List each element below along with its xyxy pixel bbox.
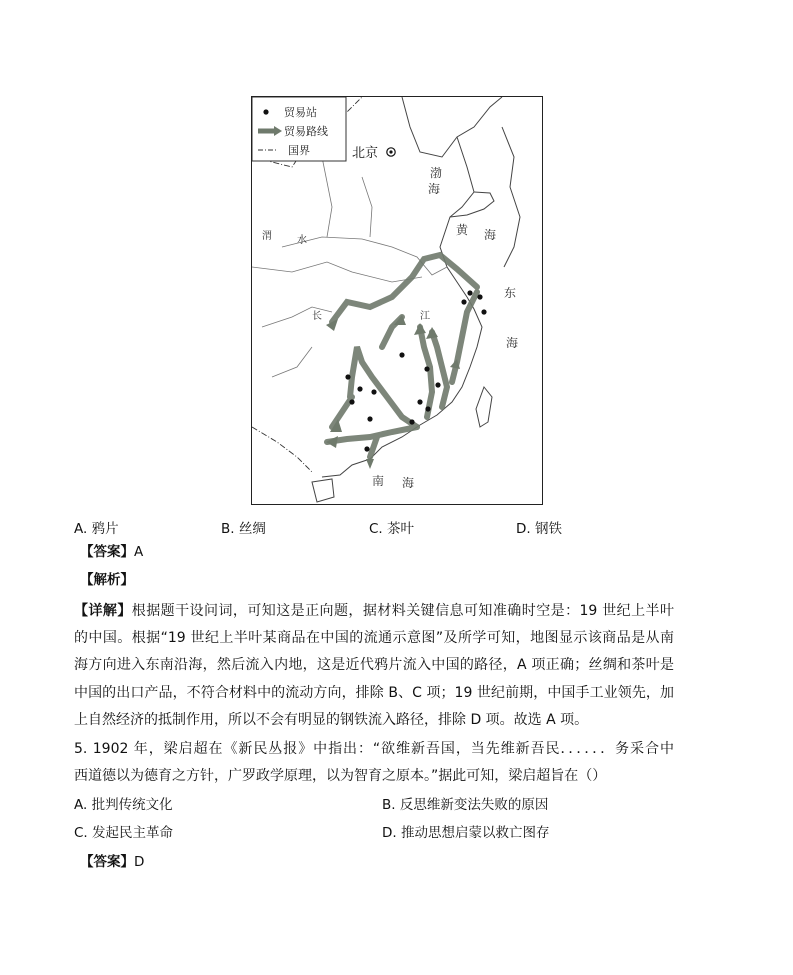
coastline — [402, 97, 502, 157]
q5-option-d: D. 推动思想启蒙以救亡图存 — [382, 825, 550, 841]
korea-coast — [502, 127, 520, 267]
trade-station — [425, 406, 430, 411]
arrowhead — [366, 459, 374, 469]
trade-station — [345, 374, 350, 379]
trade-station — [424, 366, 429, 371]
region-label: 长 — [312, 311, 322, 322]
trade-route-map — [251, 96, 543, 505]
sea-label: 海 — [402, 476, 415, 490]
inland-line-5 — [272, 347, 312, 377]
detail-line-2: 的中国。根据“19 世纪上半叶某商品在中国的流通示意图”及所学可知，地图显示该商品是从南 — [74, 630, 674, 647]
sea-label: 渤 — [430, 166, 443, 180]
detail-paragraph — [74, 598, 674, 734]
trade-station — [409, 419, 414, 424]
route-southwest — [332, 397, 352, 427]
detail-text-1: 根据题干设问词，可知这是正向题，据材料关键信息可知准确时空是：19 世纪上半叶 — [131, 603, 675, 619]
city-label-beijing: 北京 — [352, 146, 379, 161]
answer-line-2 — [80, 852, 144, 872]
sea-label: 海 — [428, 182, 441, 196]
answer-value: D — [134, 854, 145, 870]
answer-tag: 【答案】 — [80, 544, 134, 560]
answer-line — [80, 542, 143, 562]
shandong-peninsula — [450, 192, 494, 217]
region-label: 江 — [420, 311, 430, 322]
capital-marker-dot — [389, 150, 392, 153]
q5-option-b: B. 反思维新变法失败的原因 — [382, 797, 549, 813]
option-a: A. 鸦片 — [74, 521, 119, 537]
detail-line-3: 海方向进入东南沿海，然后流入内地，这是近代鸦片流入中国的路径，A 项正确；丝绸和茶叶是 — [74, 657, 674, 674]
arrowhead — [426, 327, 438, 339]
trade-station — [357, 386, 362, 391]
detail-line-4: 中国的出口产品，不符合材料中的流动方向，排除 B、C 项；19 世纪前期，中国手工业领先，加 — [74, 684, 674, 701]
route-arrowheads — [326, 315, 460, 469]
taiwan-island — [476, 387, 492, 427]
trade-station — [364, 446, 369, 451]
sea-label: 海 — [484, 228, 497, 242]
answer-value: A — [134, 544, 144, 560]
region-label: 水 — [297, 235, 307, 246]
sea-label: 南 — [372, 474, 385, 488]
detail-line-1 — [74, 598, 674, 625]
inland-line-2 — [322, 157, 332, 237]
analysis-tag: 【解析】 — [80, 572, 134, 588]
route-yangtze — [332, 255, 477, 322]
route-south-inland — [370, 437, 377, 457]
trade-station — [367, 416, 372, 421]
legend-route-label: 贸易路线 — [284, 125, 328, 138]
question-5 — [74, 736, 674, 790]
question-5-line-1: 5. 1902 年，梁启超在《新民丛报》中指出：“欲维新吾国，当先维新吾民．．．．．．务采合中 — [74, 741, 674, 757]
trade-station — [461, 299, 466, 304]
q5-option-a: A. 批判传统文化 — [74, 797, 173, 813]
legend-station-symbol — [263, 109, 268, 114]
option-c: C. 茶叶 — [369, 521, 415, 537]
southern-coast — [322, 459, 370, 477]
trade-station — [435, 382, 440, 387]
region-label: 渭 — [262, 231, 272, 242]
sea-label: 海 — [506, 336, 519, 350]
sea-label: 黄 — [456, 223, 469, 237]
trade-station — [349, 399, 354, 404]
legend-border-label: 国界 — [288, 144, 310, 157]
route-coast-north — [452, 292, 477, 382]
map-legend — [252, 97, 346, 161]
option-b: B. 丝绸 — [221, 521, 266, 537]
answer-tag: 【答案】 — [80, 854, 134, 870]
sea-label: 东 — [504, 286, 517, 300]
arrowhead — [414, 323, 426, 335]
trade-station — [467, 290, 472, 295]
detail-line-5: 上自然经济的抵制作用，所以不会有明显的钢铁流入路径，排除 D 项。故选 A 项。 — [74, 711, 589, 728]
trade-station — [417, 399, 422, 404]
arrowhead — [326, 436, 338, 448]
question-5-line-2: 西道德以为德育之方针，广罗政学原理，以为智育之原本。”据此可知，梁启超旨在（） — [74, 768, 607, 785]
inland-line-1 — [252, 262, 422, 282]
q5-option-c: C. 发起民主革命 — [74, 825, 174, 841]
national-border-south — [252, 427, 312, 472]
trade-station — [371, 389, 376, 394]
inland-line-3 — [362, 177, 372, 237]
map-drawing — [252, 97, 543, 505]
detail-tag: 【详解】 — [74, 603, 132, 619]
legend-station-label: 贸易站 — [284, 106, 317, 119]
trade-station — [481, 309, 486, 314]
hainan-island — [312, 479, 334, 502]
option-d: D. 钢铁 — [516, 521, 562, 537]
trade-station — [477, 294, 482, 299]
trade-station — [399, 352, 404, 357]
